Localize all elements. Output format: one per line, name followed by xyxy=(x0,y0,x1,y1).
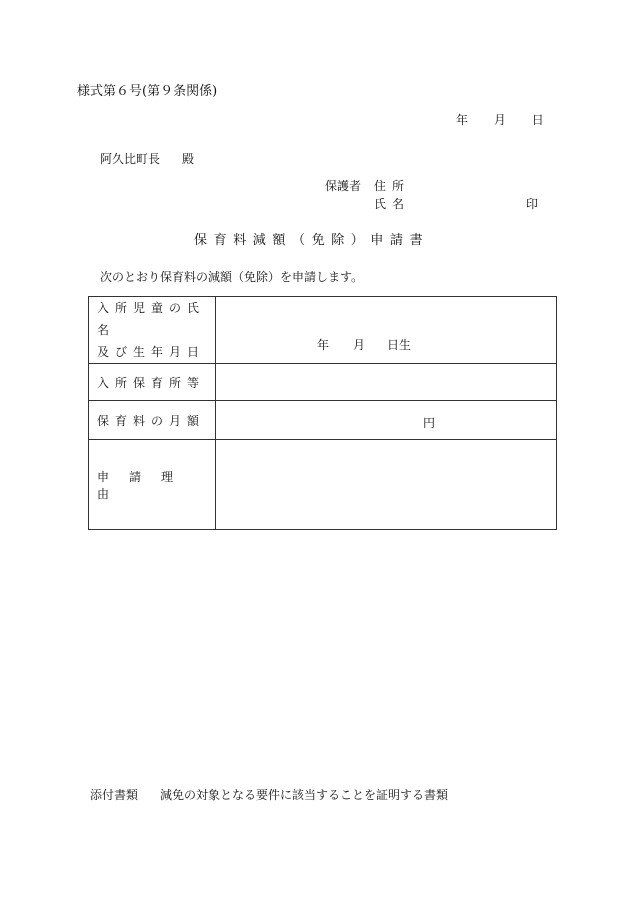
attachments xyxy=(90,789,448,801)
child-label-line2: 及び生年月日 xyxy=(97,345,206,359)
application-table xyxy=(88,296,557,530)
child-name-birth-label xyxy=(89,297,216,364)
monthly-fee-label: 保育料の月額 xyxy=(89,401,216,440)
birth-month-label: 月 xyxy=(353,338,366,352)
facility-field[interactable] xyxy=(216,364,557,401)
table-row-child xyxy=(89,297,557,364)
addressee-honorific: 殿 xyxy=(182,152,195,166)
reason-label xyxy=(89,440,216,530)
address-label: 住所 xyxy=(374,179,411,193)
reason-char-1: 申 xyxy=(97,469,110,484)
guardian-label: 保護者 xyxy=(325,179,362,193)
reason-char-2: 請 xyxy=(129,469,142,484)
addressee xyxy=(100,153,194,165)
child-name-birth-field[interactable] xyxy=(216,297,557,364)
intro-text: 次のとおり保育料の減額（免除）を申請します。 xyxy=(100,270,364,284)
date-year: 年 xyxy=(456,113,469,127)
name-label: 氏名 xyxy=(374,197,411,211)
reason-field[interactable] xyxy=(216,440,557,530)
table-row-reason xyxy=(89,440,557,530)
date-month: 月 xyxy=(493,113,506,127)
birth-day-label: 日生 xyxy=(387,338,412,352)
seal-mark: 印 xyxy=(526,197,539,211)
addressee-name: 阿久比町長 xyxy=(100,152,161,166)
reason-char-4: 由 xyxy=(97,486,110,501)
table-row-fee xyxy=(89,401,557,440)
child-label-line1: 入所児童の氏名 xyxy=(97,301,206,337)
yen-unit: 円 xyxy=(423,416,436,430)
reason-char-3: 理 xyxy=(161,469,174,484)
monthly-fee-field[interactable] xyxy=(216,401,557,440)
attachments-value: 減免の対象となる要件に該当することを証明する書類 xyxy=(160,788,449,802)
form-number: 様式第６号(第９条関係) xyxy=(77,84,218,99)
date-line xyxy=(456,114,544,126)
birth-year-label: 年 xyxy=(317,338,330,352)
document-title: 保育料減額（免除）申請書 xyxy=(194,233,430,248)
facility-label: 入所保育所等 xyxy=(89,364,216,401)
table-row-facility xyxy=(89,364,557,401)
date-day: 日 xyxy=(531,113,544,127)
attachments-label: 添付書類 xyxy=(90,788,139,802)
